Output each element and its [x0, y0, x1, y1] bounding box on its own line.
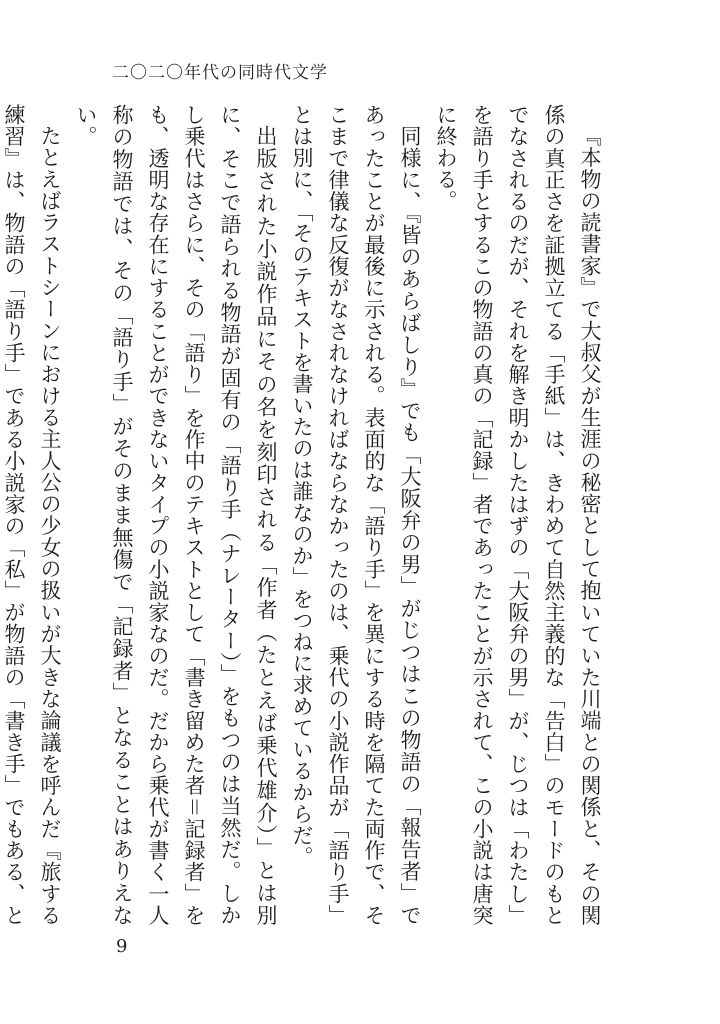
body-text	[2, 104, 608, 926]
page-number: 9	[116, 936, 128, 957]
paragraph-2: 同様に、『皆のあらばしり』でも「大阪弁の男」がじつはこの物語の「報告者」であったことが最後に示される。表面的な「語り手」を異にする時を隔てた両作で、そこまで律儀な反復がなされなければならなかったのは、乗代の小説作品が「語り手」とは別に、「そのテキストを書いたのは誰なのか」をつねに求めているからだ。	[290, 104, 422, 926]
paragraph-4: たとえばラストシーンにおける主人公の少女の扱いが大きな論議を呼んだ『旅する練習』は、物語の「語り手」である小説家の「私」が物語の「書き手」でもある、と	[2, 104, 62, 926]
paragraph-3: 出版された小説作品にその名を刻印される「作者（たとえば乗代雄介）」とは別に、そこで語られる物語が固有の「語り手（ナレーター）」をもつのは当然だ。しかし乗代はさらに、その「語り」を作中のテキストとして「書き留めた者＝記録者」をも、透明な存在にすることができないタイプの小説家なのだ。だから乗代が書く一人称の物語では、その「語り手」がそのまま無傷で「記録者」となることはありえない。	[74, 104, 278, 926]
running-head-title: 二〇二〇年代の同時代文学	[112, 63, 328, 83]
paragraph-1: 『本物の読書家』で大叔父が生涯の秘密として抱いていた川端との関係と、その関係の真正さを証拠立てる「手紙」は、きわめて自然主義的な「告白」のモードのもとでなされるのだが、それを解き明かしたはずの「大阪弁の男」が、じつは「わたし」を語り手とするこの物語の真の「記録」者であったことが示されて、この小説は唐突に終わる。	[434, 104, 602, 926]
